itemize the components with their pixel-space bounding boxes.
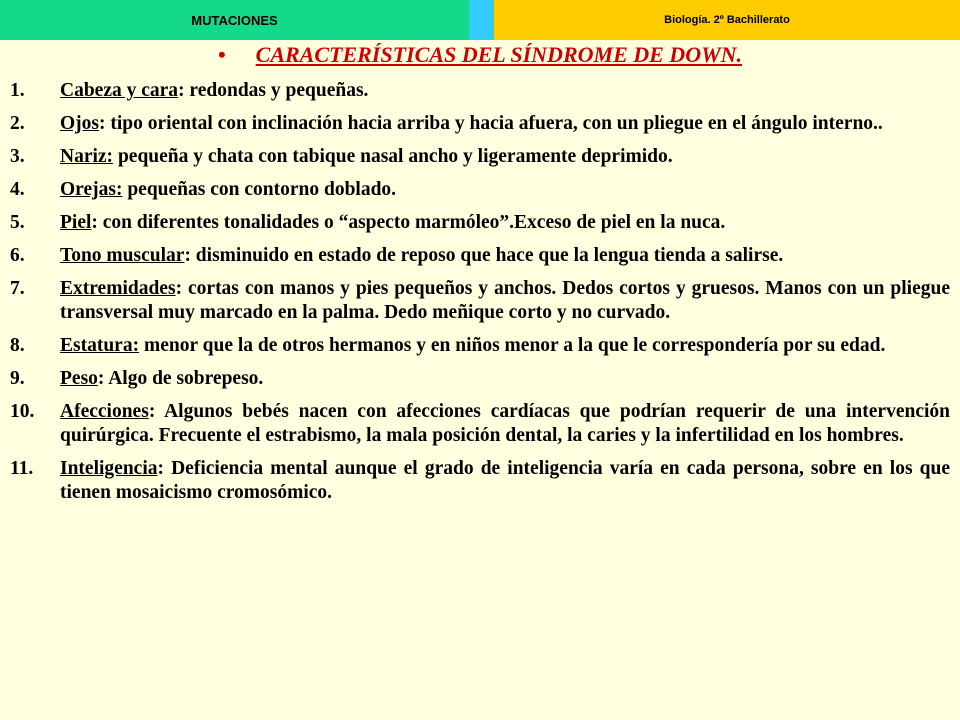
item-description: : tipo oriental con inclinación hacia arriba y hacia afuera, con un pliegue en el ángulo interno.. bbox=[99, 113, 883, 134]
item-text bbox=[60, 145, 950, 169]
item-number: 11. bbox=[10, 458, 34, 479]
item-text bbox=[60, 178, 950, 202]
list-item bbox=[10, 211, 950, 235]
item-term: Estatura: bbox=[60, 335, 140, 356]
item-term: Inteligencia bbox=[60, 458, 158, 479]
title-text: CARACTERÍSTICAS DEL SÍNDROME DE DOWN. bbox=[255, 42, 743, 67]
item-number: 5. bbox=[10, 212, 25, 233]
item-term: Cabeza y cara bbox=[60, 80, 179, 101]
item-number: 8. bbox=[10, 335, 25, 356]
item-text bbox=[60, 334, 950, 358]
header-course-label: Biología. 2º Bachillerato bbox=[494, 0, 960, 40]
item-text bbox=[60, 400, 950, 448]
item-term: Peso bbox=[60, 368, 98, 389]
list-item bbox=[10, 145, 950, 169]
item-number: 2. bbox=[10, 113, 25, 134]
list-item bbox=[10, 367, 950, 391]
item-term: Orejas: bbox=[60, 179, 123, 200]
item-number: 4. bbox=[10, 179, 25, 200]
list-item bbox=[10, 244, 950, 268]
item-text bbox=[60, 79, 950, 103]
item-number: 9. bbox=[10, 368, 25, 389]
header-section-label: MUTACIONES bbox=[0, 0, 469, 40]
header-bar bbox=[0, 0, 960, 40]
item-number: 10. bbox=[10, 401, 35, 422]
list-item bbox=[10, 277, 950, 325]
item-term: Nariz: bbox=[60, 146, 114, 167]
title-bullet: • bbox=[217, 42, 226, 67]
item-description: : con diferentes tonalidades o “aspecto marmóleo”.Exceso de piel en la nuca. bbox=[91, 212, 726, 233]
item-description: : disminuido en estado de reposo que hace que la lengua tienda a salirse. bbox=[184, 245, 784, 266]
item-text bbox=[60, 367, 950, 391]
item-description: : redondas y pequeñas. bbox=[178, 80, 369, 101]
item-term: Ojos bbox=[60, 113, 99, 134]
item-number: 1. bbox=[10, 80, 25, 101]
list-item bbox=[10, 334, 950, 358]
slide-title bbox=[0, 42, 960, 68]
characteristics-list bbox=[10, 79, 950, 514]
list-item bbox=[10, 400, 950, 448]
header-accent-block bbox=[469, 0, 494, 40]
item-text bbox=[60, 244, 950, 268]
item-term: Extremidades bbox=[60, 278, 176, 299]
item-number: 3. bbox=[10, 146, 25, 167]
list-item bbox=[10, 79, 950, 103]
item-term: Piel bbox=[60, 212, 92, 233]
list-item bbox=[10, 112, 950, 136]
item-description: pequeña y chata con tabique nasal ancho y ligeramente deprimido. bbox=[113, 146, 673, 167]
item-term: Tono muscular bbox=[60, 245, 185, 266]
item-text bbox=[60, 457, 950, 505]
item-number: 7. bbox=[10, 278, 25, 299]
item-description: : cortas con manos y pies pequeños y anchos. Dedos cortos y gruesos. Manos con un pliegue transversal muy marcado en la palma. Dedo meñique corto y no curvado. bbox=[60, 278, 950, 323]
item-description: menor que la de otros hermanos y en niños menor a la que le correspondería por su edad. bbox=[139, 335, 886, 356]
item-description: : Algunos bebés nacen con afecciones cardíacas que podrían requerir de una intervención quirúrgica. Frecuente el estrabismo, la mala posición dental, la caries y la infertilidad en los hombres. bbox=[60, 401, 950, 446]
item-text bbox=[60, 112, 950, 136]
list-item bbox=[10, 457, 950, 505]
item-text bbox=[60, 211, 950, 235]
item-term: Afecciones bbox=[60, 401, 149, 422]
list-item bbox=[10, 178, 950, 202]
item-description: pequeñas con contorno doblado. bbox=[122, 179, 397, 200]
item-number: 6. bbox=[10, 245, 25, 266]
item-description: : Deficiencia mental aunque el grado de inteligencia varía en cada persona, sobre en los que tienen mosaicismo cromosómico. bbox=[60, 458, 950, 503]
item-text bbox=[60, 277, 950, 325]
item-description: : Algo de sobrepeso. bbox=[97, 368, 264, 389]
